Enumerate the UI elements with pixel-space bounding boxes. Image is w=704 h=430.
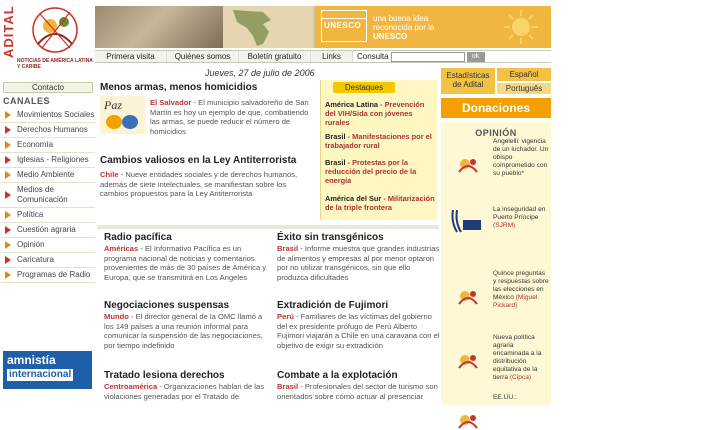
left-column — [0, 0, 95, 405]
sun-icon — [503, 9, 539, 45]
channel-bullet-icon — [4, 125, 13, 135]
logo-emblem-icon — [20, 4, 90, 56]
canal-label: Programas de Radio — [17, 270, 91, 279]
canal-label: Medios de Comunicación — [17, 185, 68, 204]
destaques-panel — [320, 80, 437, 220]
destaque-item[interactable]: América Latina - Prevención del VIH/Sida con jóvenes rurales — [325, 100, 425, 128]
unesco-line1: una buena idea — [373, 14, 429, 23]
canal-label: Movimientos Sociales — [17, 110, 95, 119]
unesco-logo — [321, 10, 367, 42]
top-banner[interactable] — [95, 6, 551, 48]
story-explotacion: Combate a la explotación Brasil - Profesionales del sector de turismo son orientados sobre cómo actuar al presenciar — [277, 370, 442, 401]
main-nav — [95, 50, 551, 63]
channel-bullet-icon — [4, 270, 13, 280]
unesco-line3: UNESCO — [373, 32, 408, 41]
consulta-label: Consulta — [357, 52, 389, 61]
canal-label: Política — [17, 210, 44, 219]
channel-bullet-icon — [4, 255, 13, 265]
unesco-logo-word: UNESCO — [324, 21, 362, 30]
canal-item[interactable] — [0, 138, 95, 153]
story-title[interactable]: Radio pacífica — [104, 232, 172, 243]
story-body: - Nueve entidades sociales y de derechos humanos, además de siete intelectuales, se manifiestan sobre los cambios propuestos para la Ley Antiterrorista — [100, 170, 298, 198]
search-input[interactable] — [391, 52, 465, 62]
banner-photo — [95, 6, 223, 48]
amnistia-line1: amnistía — [7, 353, 56, 367]
opinion-icon — [457, 412, 479, 430]
logo-subtitle: NOTICIAS DE AMÉRICA LATINA Y CARIBE — [17, 58, 93, 70]
sjrm-logo — [447, 206, 483, 236]
channel-bullet-icon — [4, 170, 13, 180]
paz-image — [100, 96, 145, 134]
search-ok-button[interactable]: ok — [467, 52, 485, 62]
nav-links[interactable]: Links — [311, 51, 353, 62]
opinion-panel: OPINIÓN Angelelli: vigencia de un luchador. Un obispo comprometido con su pueblo* La inseguridad en Puerto Príncipe (SJRM) Quince preguntas y respuestas sobre las elecciones en México (Miguel Pickard) Nueva política agraria encaminada a la distribución equitativa de la tierra (Cipca) EE.UU.: — [441, 122, 551, 405]
story-menos-armas — [100, 82, 315, 136]
canal-item[interactable] — [0, 123, 95, 138]
estadisticas-button[interactable]: Estadísticas de Adital — [441, 68, 495, 94]
portugues-button[interactable]: Português — [497, 83, 551, 94]
channel-bullet-icon — [4, 210, 13, 220]
destaques-tab: Destaques — [333, 82, 395, 93]
story-title[interactable]: Menos armas, menos homicidios — [100, 82, 258, 93]
story-exito-transgenicos: Éxito sin transgénicos Brasil - Informe muestra que grandes industrias de alimentos y empresas al por menor optaron por no utilizar transgénicos, sin que ello produzca dificultades — [277, 232, 442, 282]
story-title[interactable]: Cambios valiosos en la Ley Antiterrorista — [100, 155, 297, 166]
paz-image-text: Paz — [104, 98, 122, 112]
canal-label: Cuestión agraria — [17, 225, 76, 234]
story-body: - El municipio salvadoreño de San Martín es hoy un ejemplo de que, combatiendo las armas, se puede reducir el número de homicidios — [150, 98, 309, 136]
story-title[interactable]: Negociaciones suspensas — [104, 300, 230, 311]
right-column — [441, 68, 551, 405]
canal-item[interactable] — [0, 168, 95, 183]
paz-hands-icon — [104, 112, 142, 132]
canal-label: Medio Ambiente — [17, 170, 75, 179]
canal-item[interactable] — [0, 238, 95, 253]
canal-item[interactable] — [0, 253, 95, 268]
espanol-button[interactable]: Español — [497, 68, 551, 81]
opinion-icon — [457, 156, 479, 174]
canal-item[interactable] — [0, 108, 95, 123]
story-title[interactable]: Combate a la explotación — [277, 370, 398, 381]
section-divider — [97, 225, 439, 229]
nav-quienes-somos[interactable]: Quiénes somos — [167, 51, 239, 62]
channel-bullet-icon — [4, 110, 13, 120]
story-negociaciones: Negociaciones suspensas Mundo - El director general de la OMC llamó a los 149 países a una reunión informal para comunicar la suspensión de las negociaciones, por tiempo indefinido — [104, 300, 269, 350]
story-lead: El Salvador — [150, 98, 192, 107]
story-title[interactable]: Extradición de Fujimori — [277, 300, 389, 311]
canal-label: Derechos Humanos — [17, 125, 88, 134]
story-ley-antiterrorista — [100, 155, 315, 199]
donaciones-button[interactable]: Donaciones — [441, 98, 551, 118]
story-fujimori: Extradición de Fujimori Perú - Familiares de las víctimas del gobierno del ex presidente prófugo de Perú Alberto Fujimori viajarán a Chile en una caravana con el objetivo de exigir su extradición — [277, 300, 442, 350]
canal-item[interactable] — [0, 153, 95, 168]
canal-label: Iglesias - Religiones — [17, 155, 89, 164]
canal-label: Opinión — [17, 240, 45, 249]
unesco-ad[interactable] — [315, 6, 551, 48]
channel-bullet-icon — [4, 140, 13, 150]
canales-heading: CANALES — [3, 96, 51, 106]
nav-primera-visita[interactable]: Primera visita — [95, 51, 167, 62]
canal-item[interactable] — [0, 208, 95, 223]
logo-vertical-text: ADITAL — [1, 5, 16, 58]
canal-item[interactable] — [0, 268, 95, 283]
opinion-icon — [457, 352, 479, 370]
canal-item[interactable] — [0, 183, 95, 208]
canal-label: Economía — [17, 140, 54, 149]
latin-america-map-icon — [223, 6, 313, 48]
channel-bullet-icon — [4, 225, 13, 235]
amnistia-banner[interactable] — [3, 351, 92, 389]
destaque-item[interactable]: Brasil - Manifestaciones por el trabajador rural — [325, 132, 432, 151]
unesco-line2: reconocida por la — [373, 23, 435, 32]
channel-bullet-icon — [4, 240, 13, 250]
nav-boletin[interactable]: Boletín gratuito — [239, 51, 311, 62]
story-tratado: Tratado lesiona derechos Centroamérica - Organizaciones hablan de las violaciones generadas por el Tratado de — [104, 370, 269, 401]
destaque-item[interactable]: Brasil - Protestas por la reducción del precio de la energía — [325, 158, 417, 186]
canal-label: Caricatura — [17, 255, 54, 264]
contacto-link[interactable]: Contacto — [3, 82, 93, 93]
amnistia-line2: internacional — [9, 369, 72, 380]
adital-logo[interactable] — [0, 0, 95, 80]
opinion-heading: OPINIÓN — [475, 128, 517, 138]
canales-list — [0, 108, 95, 283]
story-title[interactable]: Éxito sin transgénicos — [277, 232, 384, 243]
page-date: Jueves, 27 de julio de 2006 — [205, 68, 315, 78]
canal-item[interactable] — [0, 223, 95, 238]
story-lead: Chile — [100, 170, 119, 179]
opinion-icon — [457, 288, 479, 306]
channel-bullet-icon — [4, 155, 13, 165]
channel-bullet-icon — [4, 190, 13, 200]
destaque-item[interactable]: América del Sur - Militarización de la triple frontera — [325, 194, 435, 213]
story-title[interactable]: Tratado lesiona derechos — [104, 370, 225, 381]
unesco-tagline — [373, 14, 434, 41]
story-radio-pacifica: Radio pacífica Américas - El Informativo Pacífica es un programa nacional de noticias y comentarios provenientes de más de 30 países de América y Europa, que se transmitirá en Los Angeles — [104, 232, 269, 282]
banner-map — [223, 6, 313, 48]
consulta-search — [353, 51, 485, 62]
